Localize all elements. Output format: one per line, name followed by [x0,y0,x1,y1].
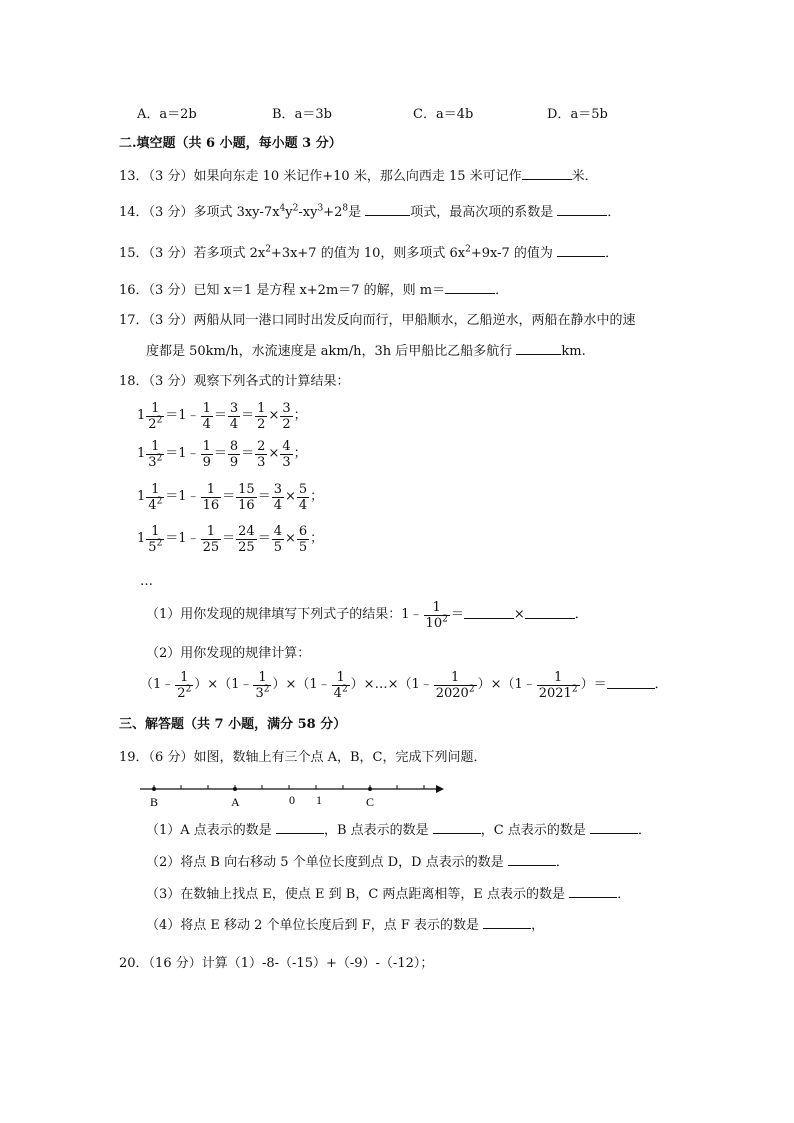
question-20: 20．（16 分）计算（1）-8-（-15）+（-9）-（-12）； [119,956,434,971]
answer-blank [607,675,655,689]
answer-blank [516,341,561,355]
label-b: B [150,795,159,809]
answer-blank [590,820,638,834]
answer-blank [522,166,572,180]
q19-part3: （3）在数轴上找点 E，使点 E 到 B，C 两点距离相等，E 点表示的数是 ． [146,884,630,904]
point-c [368,787,372,791]
question-19-intro: 19．（6 分）如图，数轴上有三个点 A，B，C，完成下列问题． [119,750,487,765]
q18-part2-expr: （1﹣ $\frac{1}{2^2}$ ）×（1﹣ $\frac{1}{3^2}$ ）×（1﹣ $\frac{1}{4^2}$ ）×…×（1﹣ $\frac{1}{2020^2}$ ）×（1﹣ $\frac{1}{2021^2}$ ）＝ ． [140,669,668,701]
answer-blank [433,820,481,834]
answer-blank [276,820,324,834]
answer-blank [365,202,410,216]
section3-title: 三、解答题（共 7 小题，满分 58 分） [119,717,347,732]
question-17-line1: 17．（3 分）两船从同一港口同时出发反向而行，甲船顺水，乙船逆水，两船在静水中的速 [119,313,636,328]
arrow-icon [436,785,444,793]
answer-blank [557,202,607,216]
q18-row: 1 $\frac{1}{5^2}$ ＝1﹣ $\frac{1}{25}$ ＝ $\frac{24}{25}$ ＝ $\frac{4}{5}$ × $\frac{6}{5}$ ； [137,523,324,555]
answer-blank [464,605,514,619]
question-18-intro: 18．（3 分）观察下列各式的计算结果： [119,374,350,389]
option-c: C．a＝4b [413,107,474,122]
q19-part2: （2）将点 B 向右移动 5 个单位长度到点 D，D 点表示的数是 ． [146,852,569,872]
answer-blank [483,915,531,929]
question-16: 16．（3 分）已知 x＝1 是方程 x+2m＝7 的解，则 m＝ ． [119,280,508,300]
answer-blank [508,852,556,866]
label-one: 1 [316,793,322,807]
option-b: B．a＝3b [272,107,332,122]
label-a: A [231,795,240,809]
q18-part1: （1）用你发现的规律填写下列式子的结果：1﹣ $\frac{1}{10^2}$ ＝ × ． [146,599,588,631]
q19-part1: （1）A 点表示的数是 ，B 点表示的数是 ，C 点表示的数是 ． [146,820,651,840]
question-15: 15．（3 分）若多项式 $2x^2+3x+7$ 的值为 10，则多项式 $6x^2+9x-7$ 的值为 ． [119,244,619,261]
q19-part4: （4）将点 E 移动 2 个单位长度后到 F，点 F 表示的数是 ， [146,915,544,935]
question-13: 13．（3 分）如果向东走 10 米记作+10 米，那么向西走 15 米可记作 米． [119,166,598,186]
question-14: 14．（3 分）多项式 $3xy-7x^4y^2-xy^3+2^8$是 项式，最高次项的系数是 ． [119,203,621,220]
point-b [152,787,156,791]
option-a: A．a＝2b [137,107,197,122]
section2-title: 二.填空题（共 6 小题，每小题 3 分） [119,136,342,151]
q18-part2-title: （2）用你发现的规律计算： [146,646,311,661]
q18-ellipsis: … [140,574,153,589]
option-d: D．a＝5b [547,107,608,122]
question-17-line2: 度都是 50km/h，水流速度是 akm/h，3h 后甲船比乙船多航行 km. [146,341,586,361]
q18-row: 1 $\frac{1}{3^2}$ ＝1﹣ $\frac{1}{9}$ ＝ $\frac{8}{9}$ ＝ $\frac{2}{3}$ × $\frac{4}{3}$ ； [137,438,307,470]
answer-blank [569,884,617,898]
answer-blank [525,605,575,619]
q18-row: 1 $\frac{1}{4^2}$ ＝1﹣ $\frac{1}{16}$ ＝ $\frac{15}{16}$ ＝ $\frac{3}{4}$ × $\frac{5}{4}$ ； [137,481,324,513]
answer-blank [557,243,605,257]
label-c: C [366,795,375,809]
q18-row: 1 $\frac{1}{2^2}$ ＝1﹣ $\frac{1}{4}$ ＝ $\frac{3}{4}$ ＝ $\frac{1}{2}$ × $\frac{3}{2}$ ； [137,400,307,432]
point-a [233,787,237,791]
label-zero: 0 [289,793,295,807]
answer-blank [445,280,495,294]
number-line [140,780,450,812]
